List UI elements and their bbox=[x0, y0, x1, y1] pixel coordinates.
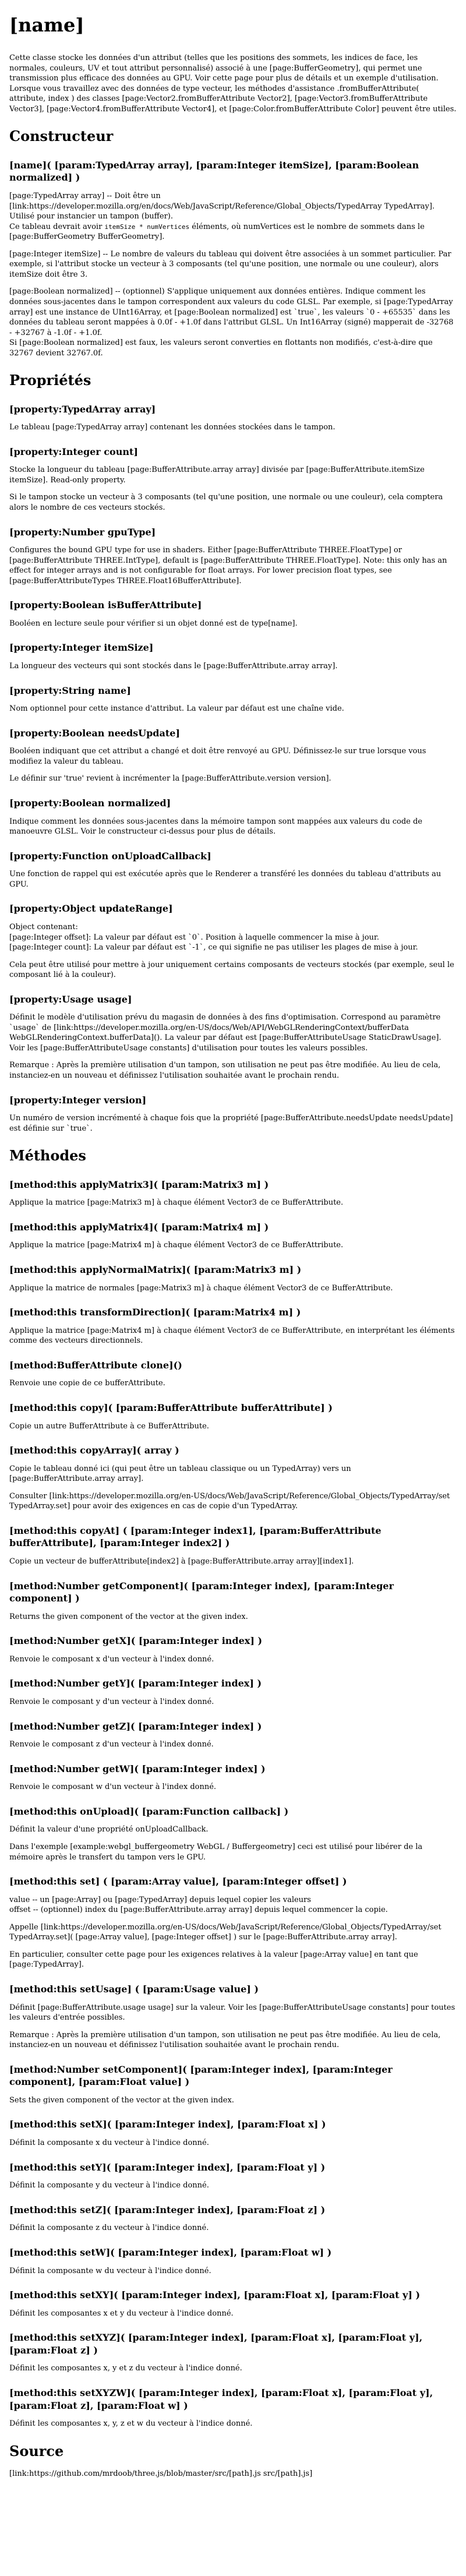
method-signature: [method:this setXY]( [param:Integer index], [param:Float x], [param:Float y] ) bbox=[9, 2289, 421, 2301]
method-signature: [method:Number getX]( [param:Integer index] ) bbox=[9, 1635, 263, 1647]
method-description-line: value -- un [page:Array] ou [page:TypedArray] depuis lequel copier les valeurs bbox=[9, 1895, 311, 1904]
property-description: Booléen indiquant que cet attribut a changé et doit être renvoyé au GPU. Définissez-le sur true lorsque vous modifiez la valeur du tableau. bbox=[9, 747, 426, 766]
method-description: Applique la matrice [page:Matrix4 m] à chaque élément Vector3 de ce BufferAttribute, en interprétant les éléments comme des vecteurs directionnels. bbox=[9, 1326, 455, 1346]
property-description: Un numéro de version incrémenté à chaque fois que la propriété [page:BufferAttribute.needsUpdate needsUpdate] est définie sur `true`. bbox=[9, 1114, 453, 1133]
property-signature: [property:Function onUploadCallback] bbox=[9, 850, 211, 862]
property-description: Le tableau [page:TypedArray array] contenant les données stockées dans le tampon. bbox=[9, 423, 336, 432]
property-signature: [property:Boolean needsUpdate] bbox=[9, 727, 180, 739]
method-description: Applique la matrice de normales [page:Matrix3 m] à chaque élément Vector3 de ce BufferAttribute. bbox=[9, 1283, 393, 1293]
property-signature: [property:Integer version] bbox=[9, 1094, 147, 1106]
property-description: Stocke la longueur du tableau [page:BufferAttribute.array array] divisée par [page:BufferAttribute.itemSize itemSize]. Read-only property. bbox=[9, 465, 425, 485]
method-description: Définit les composantes x et y du vecteur à l'indice donné. bbox=[9, 2309, 234, 2318]
constructor-array-param bbox=[9, 191, 457, 242]
property-signature: [property:Object updateRange] bbox=[9, 903, 173, 915]
property-description: Une fonction de rappel qui est exécutée après que le Renderer a transféré les données du tableau d'attributs au GPU. bbox=[9, 870, 442, 889]
source-link: [link:https://github.com/mrdoob/three.js/blob/master/src/[path].js src/[path].js] bbox=[9, 2469, 313, 2479]
method-signature: [method:this set] ( [param:Array value], [param:Integer offset] ) bbox=[9, 1876, 347, 1887]
method-description: Définit la composante w du vecteur à l'indice donné. bbox=[9, 2266, 211, 2275]
method-signature: [method:BufferAttribute clone]() bbox=[9, 1359, 182, 1371]
method-signature: [method:Number setComponent]( [param:Integer index], [param:Integer component], [param:Float value] ) bbox=[9, 2063, 393, 2088]
method-description: Applique la matrice [page:Matrix4 m] à chaque élément Vector3 de ce BufferAttribute. bbox=[9, 1241, 344, 1250]
method-signature: [method:this copyAt] ( [param:Integer index1], [param:BufferAttribute bufferAttribute], [param:Integer index2] ) bbox=[9, 1525, 382, 1549]
method-description: Applique la matrice [page:Matrix3 m] à chaque élément Vector3 de ce BufferAttribute. bbox=[9, 1198, 344, 1208]
method-description: Définit la composante z du vecteur à l'indice donné. bbox=[9, 2224, 209, 2233]
property-signature: [property:Boolean normalized] bbox=[9, 797, 171, 809]
method-description: Consulter [link:https://developer.mozilla.org/en-US/docs/Web/JavaScript/Reference/Global_Objects/TypedArray/set TypedArray.set] pour avoir des exigences en cas de copie d'un TypedArray. bbox=[9, 1491, 450, 1511]
method-description: En particulier, consulter cette page pour les exigences relatives à la valeur [page:Array value] en tant que [page:TypedArray]. bbox=[9, 1950, 418, 1970]
property-description: Cela peut être utilisé pour mettre à jour uniquement certains composants de vecteurs stockés (par exemple, seul le composant lié à la couleur). bbox=[9, 960, 454, 980]
property-description: Configures the bound GPU type for use in shaders. Either [page:BufferAttribute THREE.FloatType] or [page:BufferAttribute THREE.IntType], default is [page:BufferAttribute THREE.FloatType]. Note: this only has an effect for integer arrays and is not configurable for float arrays. For lower precision float types, see [page:BufferAttributeTypes THREE.Float16BufferAttribute]. bbox=[9, 546, 447, 585]
page-title: [name] bbox=[9, 14, 84, 36]
method-description-line: offset -- (optionnel) index du [page:BufferAttribute.array array] depuis lequel commencer la copie. bbox=[9, 1905, 388, 1915]
property-signature: [property:TypedArray array] bbox=[9, 403, 156, 415]
property-signature: [property:Number gpuType] bbox=[9, 526, 156, 538]
property-description: Indique comment les données sous-jacentes dans la mémoire tampon sont mappées aux valeurs du code de manoeuvre GLSL. Voir le constructeur ci-dessus pour plus de détails. bbox=[9, 817, 422, 837]
method-description: Appelle [link:https://developer.mozilla.org/en-US/docs/Web/JavaScript/Reference/Global_Objects/TypedArray/set TypedArray.set]( [page:Array value], [page:Integer offset] ) sur le [page:BufferAttribute.array array]. bbox=[9, 1922, 442, 1942]
array-length-code: itemSize * numVertices bbox=[104, 223, 190, 231]
property-description: Remarque : Après la première utilisation d'un tampon, son utilisation ne peut pas être modifiée. Au lieu de cela, instanciez-en un nouveau et définissez l'utilisation souhaitée avant le prochain rendu. bbox=[9, 1061, 441, 1081]
property-signature: [property:Integer itemSize] bbox=[9, 642, 154, 654]
method-description: Copie le tableau donné ici (qui peut être un tableau classique ou un TypedArray) vers un [page:BufferAttribute.array array]. bbox=[9, 1464, 351, 1484]
method-description: Sets the given component of the vector at the given index. bbox=[9, 2095, 234, 2105]
source-heading: Source bbox=[9, 2442, 64, 2459]
method-description bbox=[9, 1895, 457, 1915]
method-description: Définit les composantes x, y, z et w du vecteur à l'indice donné. bbox=[9, 2419, 253, 2429]
method-description: Renvoie le composant y d'un vecteur à l'index donné. bbox=[9, 1698, 214, 1707]
method-signature: [method:this setX]( [param:Integer index], [param:Float x] ) bbox=[9, 2119, 326, 2130]
method-description: Définit la composante y du vecteur à l'indice donné. bbox=[9, 2181, 209, 2190]
normalized-false-note: Si [page:Boolean normalized] est faux, les valeurs seront converties en flottants non modifiés, c'est-à-dire que 32767 devient 32767.0f. bbox=[9, 338, 433, 358]
property-description: Le définir sur 'true' revient à incrémenter la [page:BufferAttribute.version version]. bbox=[9, 774, 331, 784]
method-signature: [method:this onUpload]( [param:Function callback] ) bbox=[9, 1805, 289, 1817]
array-length-note bbox=[9, 222, 457, 242]
method-signature: [method:this copyArray]( array ) bbox=[9, 1445, 179, 1456]
method-description: Définit la valeur d'une propriété onUploadCallback. bbox=[9, 1825, 209, 1834]
method-description: Returns the given component of the vector at the given index. bbox=[9, 1612, 248, 1621]
method-description: Définit [page:BufferAttribute.usage usage] sur la valeur. Voir les [page:BufferAttributeUsage constants] pour toutes les valeurs d'entrée possibles. bbox=[9, 2003, 456, 2023]
method-description: Renvoie le composant x d'un vecteur à l'index donné. bbox=[9, 1654, 214, 1664]
property-signature: [property:Integer count] bbox=[9, 446, 138, 457]
method-description: Renvoie le composant w d'un vecteur à l'index donné. bbox=[9, 1783, 217, 1792]
property-signature: [property:Boolean isBufferAttribute] bbox=[9, 599, 202, 611]
property-description: Définit le modèle d'utilisation prévu du magasin de données à des fins d'optimisation. Correspond au paramètre `usage` de [link:https://developer.mozilla.org/en-US/docs/Web/API/WebGLRenderingContext/bufferData WebGLRenderingContext.bufferData](). La valeur par défaut est [page:BufferAttributeUsage StaticDrawUsage]. Voir les [page:BufferAttributeUsage constants] d'utilisation pour toutes les valeurs possibles. bbox=[9, 1013, 442, 1053]
methods-heading: Méthodes bbox=[9, 1147, 86, 1165]
method-description: Copie un vecteur de bufferAttribute[index2] à [page:BufferAttribute.array array][index1]. bbox=[9, 1557, 354, 1566]
properties-heading: Propriétés bbox=[9, 372, 91, 389]
method-description: Dans l'exemple [example:webgl_buffergeometry WebGL / Buffergeometry] ceci est utilisé pour libérer de la mémoire après le transfert du tampon vers le GPU. bbox=[9, 1843, 423, 1862]
property-signature: [property:String name] bbox=[9, 684, 131, 696]
array-param-desc: [page:TypedArray array] -- Doit être un [link:https://developer.mozilla.org/en/docs/Web/JavaScript/Reference/Global_Objects/TypedArray TypedArray]. Utilisé pour instancier un tampon (buffer). bbox=[9, 192, 435, 221]
constructor-normalized-param bbox=[9, 287, 457, 358]
method-signature: [method:Number getComponent]( [param:Integer index], [param:Integer component] ) bbox=[9, 1580, 394, 1604]
property-description: Nom optionnel pour cette instance d'attribut. La valeur par défaut est une chaîne vide. bbox=[9, 704, 344, 714]
property-description-line: Object contenant: bbox=[9, 922, 78, 931]
constructor-signature: [name]( [param:TypedArray array], [param:Integer itemSize], [param:Boolean normalized] ) bbox=[9, 159, 419, 184]
method-description: Définit les composantes x, y et z du vecteur à l'indice donné. bbox=[9, 2364, 242, 2373]
property-description: La longueur des vecteurs qui sont stockés dans le [page:BufferAttribute.array array]. bbox=[9, 662, 338, 671]
method-signature: [method:this setXYZW]( [param:Integer index], [param:Float x], [param:Float y], [param:Float z], [param:Float w] ) bbox=[9, 2387, 433, 2411]
method-signature: [method:Number getW]( [param:Integer index] ) bbox=[9, 1763, 266, 1774]
property-description-line: [page:Integer offset]: La valeur par défaut est `0`. Position à laquelle commencer la mise à jour. bbox=[9, 933, 379, 942]
method-description: Renvoie le composant z d'un vecteur à l'index donné. bbox=[9, 1740, 214, 1749]
method-signature: [method:Number getY]( [param:Integer index] ) bbox=[9, 1678, 262, 1689]
method-signature: [method:this copy]( [param:BufferAttribute bufferAttribute] ) bbox=[9, 1402, 333, 1413]
array-length-pre: Ce tableau devrait avoir bbox=[9, 222, 105, 231]
method-description: Remarque : Après la première utilisation d'un tampon, son utilisation ne peut pas être modifiée. Au lieu de cela, instanciez-en un nouveau et définissez l'utilisation souhaitée avant le prochain rendu. bbox=[9, 2030, 441, 2050]
methods-list bbox=[9, 1178, 457, 2429]
intro-text: Cette classe stocke les données d'un attribut (telles que les positions des sommets, les indices de face, les normales, couleurs, UV et tout attribut personnalisé) associé à une [page:BufferGeometry], qui permet une transmission plus efficace des données au GPU. Voir cette page pour plus de détails et un exemple d'utilisation. Lorsque vous travaillez avec des données de type vecteur, les méthodes d'assistance .fromBufferAttribute( attribute, index ) des classes [page:Vector2.fromBufferAttribute Vector2], [page:Vector3.fromBufferAttribute Vector3], [page:Vector4.fromBufferAttribute Vector4], et [page:Color.fromBufferAttribute Color] peuvent être utiles. bbox=[9, 54, 457, 114]
method-signature: [method:this setUsage] ( [param:Usage value] ) bbox=[9, 1983, 259, 1995]
method-description: Copie un autre BufferAttribute à ce BufferAttribute. bbox=[9, 1421, 209, 1431]
normalized-param-desc: [page:Boolean normalized] -- (optionnel) S'applique uniquement aux données entières. Indique comment les données sous-jacentes dans le tampon correspondent aux valeurs du code GLSL. Par exemple, si [page:TypedArray array] est une instance de UInt16Array, et [page:Boolean normalized] est `true`, les valeurs `0 - +65535` dans les données du tableau seront mappées à 0.0f - +1.0f dans l'attribut GLSL. Un Int16Array (signé) mapperait de -32768 - +32767 à -1.0f - +1.0f. bbox=[9, 287, 454, 337]
constructor-itemsize-param: [page:Integer itemSize] -- Le nombre de valeurs du tableau qui doivent être associées à un sommet particulier. Par exemple, si l'attribut stocke un vecteur à 3 composants (tel qu'une position, une normale ou une couleur), alors itemSize doit être 3. bbox=[9, 249, 451, 279]
property-description: Booléen en lecture seule pour vérifier si un objet donné est de type[name]. bbox=[9, 619, 298, 628]
property-description-line: [page:Integer count]: La valeur par défaut est `-1`, ce qui signifie ne pas utiliser les plages de mise à jour. bbox=[9, 943, 418, 952]
method-description: Renvoie une copie de ce bufferAttribute. bbox=[9, 1379, 165, 1388]
method-signature: [method:this setW]( [param:Integer index], [param:Float w] ) bbox=[9, 2246, 332, 2258]
method-signature: [method:this setXYZ]( [param:Integer index], [param:Float x], [param:Float y], [param:Float z] ) bbox=[9, 2332, 423, 2356]
method-signature: [method:this applyMatrix4]( [param:Matrix4 m] ) bbox=[9, 1221, 269, 1233]
property-signature: [property:Usage usage] bbox=[9, 993, 132, 1005]
method-signature: [method:this applyNormalMatrix]( [param:Matrix3 m] ) bbox=[9, 1264, 302, 1275]
method-signature: [method:this transformDirection]( [param:Matrix4 m] ) bbox=[9, 1307, 301, 1318]
method-signature: [method:Number getZ]( [param:Integer index] ) bbox=[9, 1720, 262, 1732]
method-signature: [method:this applyMatrix3]( [param:Matrix3 m] ) bbox=[9, 1178, 269, 1190]
properties-list bbox=[9, 403, 457, 1134]
method-description: Définit la composante x du vecteur à l'indice donné. bbox=[9, 2139, 209, 2148]
array-length-post: éléments, où numVertices est le nombre de sommets dans le [page:BufferGeometry BufferGeometry]. bbox=[9, 222, 425, 242]
property-description bbox=[9, 922, 457, 953]
method-signature: [method:this setY]( [param:Integer index], [param:Float y] ) bbox=[9, 2161, 326, 2173]
method-signature: [method:this setZ]( [param:Integer index], [param:Float z] ) bbox=[9, 2204, 326, 2215]
property-description: Si le tampon stocke un vecteur à 3 composants (tel qu'une position, une normale ou une couleur), cela comptera alors le nombre de ces vecteurs stockés. bbox=[9, 493, 443, 513]
constructor-heading: Constructeur bbox=[9, 128, 114, 145]
